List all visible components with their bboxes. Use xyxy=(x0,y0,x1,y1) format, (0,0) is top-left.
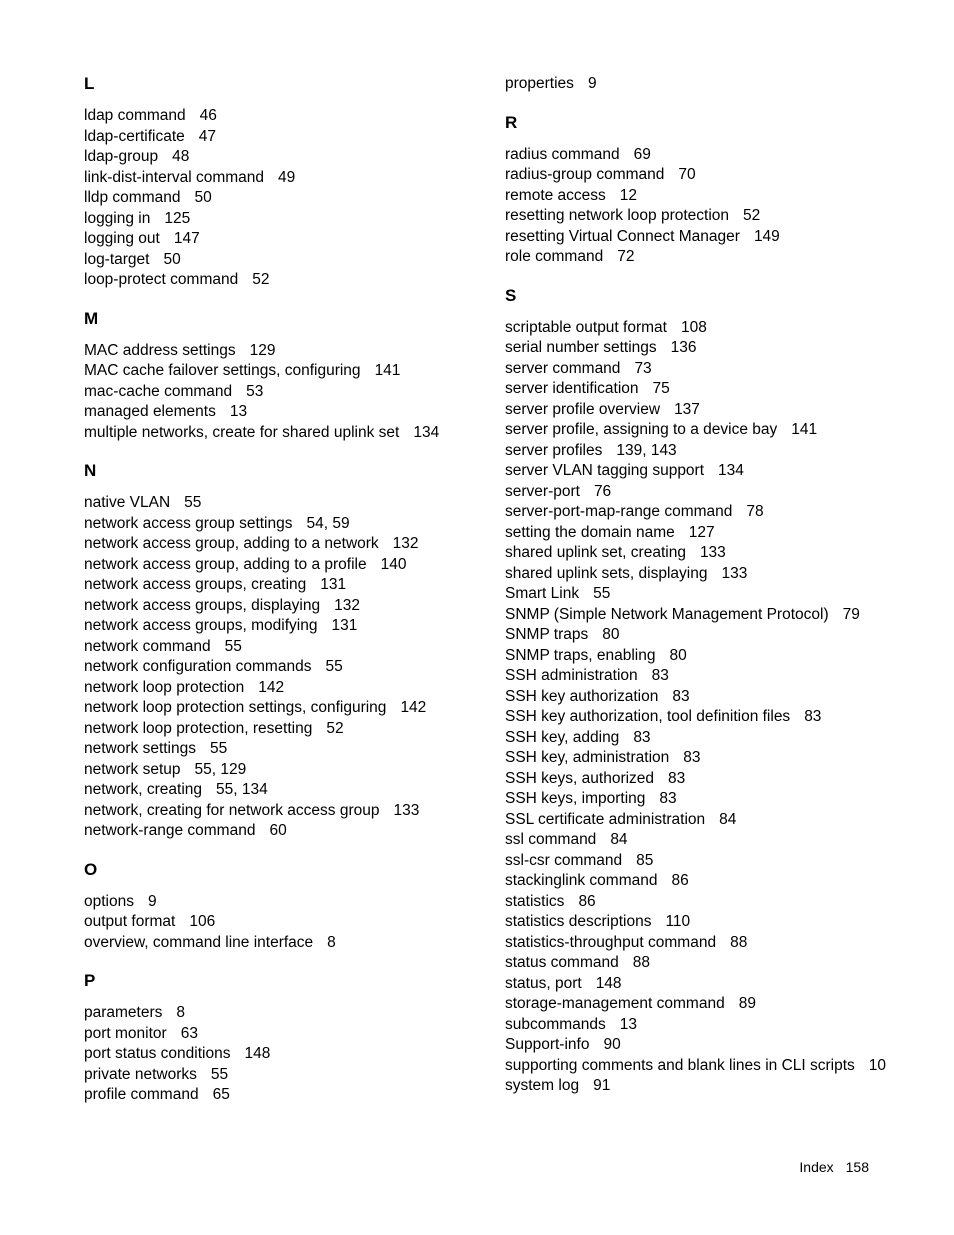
index-entry xyxy=(84,892,484,913)
page-reference: 50 xyxy=(194,189,212,206)
index-term: SSH key, administration xyxy=(505,749,670,766)
index-term: shared uplink sets, displaying xyxy=(505,564,708,582)
page-reference: 55 xyxy=(593,585,611,602)
index-entry xyxy=(84,534,484,555)
index-entry xyxy=(505,1076,905,1097)
index-entry xyxy=(505,564,905,585)
page-reference: 70 xyxy=(678,166,696,183)
index-entry xyxy=(505,707,905,728)
page-reference: 142 xyxy=(400,699,427,716)
index-entry xyxy=(505,461,905,482)
index-term: server command xyxy=(505,359,621,377)
index-term: SSH key authorization xyxy=(505,687,659,705)
index-term: serial number settings xyxy=(505,339,657,356)
index-entry xyxy=(84,127,484,148)
page-reference: 132 xyxy=(334,596,360,614)
index-entry xyxy=(505,830,905,851)
index-term: network, creating xyxy=(84,781,203,798)
index-entry xyxy=(505,994,905,1015)
page-reference: 83 xyxy=(683,749,701,766)
index-entry xyxy=(505,1015,905,1036)
index-term: server-port-map-range command xyxy=(505,503,733,520)
index-term: server profile overview xyxy=(505,400,661,418)
index-term: role command xyxy=(505,248,604,265)
index-term: options xyxy=(84,892,134,910)
page-reference: 69 xyxy=(633,145,651,163)
page-reference: 88 xyxy=(632,954,650,971)
index-term: network loop protection, resetting xyxy=(84,719,313,737)
index-entry xyxy=(505,953,905,974)
section-letter-heading: M xyxy=(84,308,99,328)
index-term: ldap command xyxy=(84,107,186,124)
index-entry xyxy=(505,912,905,933)
page-reference: 55, 129 xyxy=(194,760,247,778)
continued-entries xyxy=(505,74,905,95)
index-entry xyxy=(84,760,484,781)
page-reference: 83 xyxy=(668,769,686,787)
page-reference: 108 xyxy=(680,318,707,336)
page-reference: 125 xyxy=(164,209,191,227)
index-term: SNMP (Simple Network Management Protocol) xyxy=(505,605,829,623)
page-reference: 47 xyxy=(198,127,217,145)
index-entry xyxy=(84,1065,484,1086)
page-reference: 83 xyxy=(651,667,669,684)
index-term: network loop protection settings, configuring xyxy=(84,699,387,716)
index-term: network access groups, modifying xyxy=(84,617,318,634)
index-entry xyxy=(84,575,484,596)
index-term: ldap-certificate xyxy=(84,127,185,145)
index-entry xyxy=(505,1035,905,1056)
page-reference: 91 xyxy=(593,1077,611,1094)
page-reference: 55 xyxy=(224,637,242,655)
page-number: 158 xyxy=(845,1159,869,1175)
page-reference: 48 xyxy=(172,148,190,165)
index-entry xyxy=(505,502,905,523)
page-reference: 63 xyxy=(180,1024,198,1042)
index-entry xyxy=(84,493,484,514)
page-reference: 83 xyxy=(804,708,822,725)
page-reference: 148 xyxy=(595,974,622,992)
index-entry xyxy=(505,441,905,462)
index-term: lldp command xyxy=(84,189,181,206)
page-reference: 55, 134 xyxy=(216,781,268,798)
index-entry xyxy=(84,616,484,637)
page-reference: 9 xyxy=(587,75,597,92)
page-reference: 9 xyxy=(147,892,157,910)
page-reference: 84 xyxy=(719,810,737,828)
section-letter-heading: N xyxy=(84,461,97,480)
index-section xyxy=(84,74,484,291)
index-entry xyxy=(505,871,905,892)
index-entry xyxy=(84,1085,484,1106)
index-term: MAC address settings xyxy=(84,341,236,359)
index-term: resetting Virtual Connect Manager xyxy=(505,227,740,245)
page-reference: 140 xyxy=(380,555,407,573)
index-term: link-dist-interval command xyxy=(84,168,265,186)
page-reference: 131 xyxy=(320,576,347,593)
index-entry xyxy=(505,625,905,646)
index-entry xyxy=(84,168,484,189)
index-term: network access group, adding to a profile xyxy=(84,555,367,573)
index-term: mac-cache command xyxy=(84,382,233,400)
index-term: SSH key authorization, tool definition files xyxy=(505,708,791,725)
page-reference: 90 xyxy=(603,1036,621,1053)
page-reference: 134 xyxy=(413,423,440,441)
index-term: Support-info xyxy=(505,1036,590,1053)
index-entry xyxy=(505,933,905,954)
index-term: network command xyxy=(84,637,211,655)
page-reference: 86 xyxy=(578,892,596,910)
index-entry xyxy=(84,1024,484,1045)
index-term: supporting comments and blank lines in CLI scripts xyxy=(505,1056,855,1074)
page-reference: 55 xyxy=(325,658,343,675)
index-entry xyxy=(505,318,905,339)
index-entry xyxy=(84,361,484,382)
index-section xyxy=(84,971,484,1106)
page-reference: 79 xyxy=(842,605,860,623)
index-term: system log xyxy=(505,1077,580,1094)
index-entry xyxy=(505,974,905,995)
page-reference: 10 xyxy=(868,1056,887,1074)
index-term: statistics-throughput command xyxy=(505,933,717,951)
index-entry xyxy=(84,147,484,168)
index-entry xyxy=(84,637,484,658)
index-entry xyxy=(505,605,905,626)
page-reference: 55 xyxy=(184,494,202,511)
page-reference: 106 xyxy=(189,913,216,930)
index-entry xyxy=(505,145,905,166)
page-reference: 75 xyxy=(652,380,670,397)
page-reference: 149 xyxy=(753,227,780,245)
index-term: network settings xyxy=(84,740,196,757)
index-entry xyxy=(84,188,484,209)
index-section xyxy=(84,309,484,444)
index-term: network-range command xyxy=(84,822,256,839)
index-entry xyxy=(84,780,484,801)
index-term: port status conditions xyxy=(84,1045,231,1062)
index-column-left xyxy=(84,74,484,1124)
page-reference: 129 xyxy=(249,341,276,359)
index-entry xyxy=(84,514,484,535)
index-column-right xyxy=(505,74,905,1115)
index-term: network loop protection xyxy=(84,678,245,696)
index-entry xyxy=(505,584,905,605)
index-entry xyxy=(84,821,484,842)
index-entry xyxy=(84,596,484,617)
index-entry xyxy=(505,666,905,687)
index-entry xyxy=(505,400,905,421)
page-reference: 13 xyxy=(619,1015,638,1033)
page-reference: 136 xyxy=(670,339,697,356)
index-term: SNMP traps, enabling xyxy=(505,646,656,664)
index-term: network access group settings xyxy=(84,514,293,532)
index-entry xyxy=(84,555,484,576)
index-entry xyxy=(505,851,905,872)
index-entry xyxy=(505,379,905,400)
page-reference: 133 xyxy=(393,801,420,819)
index-section xyxy=(84,461,484,842)
index-entry xyxy=(505,789,905,810)
index-term: native VLAN xyxy=(84,494,171,511)
index-term: parameters xyxy=(84,1004,163,1021)
index-entry xyxy=(505,1056,905,1077)
index-term: radius command xyxy=(505,145,620,163)
page-reference: 84 xyxy=(610,831,628,848)
page-reference: 8 xyxy=(176,1004,186,1021)
index-entry xyxy=(505,892,905,913)
index-term: shared uplink set, creating xyxy=(505,544,686,561)
index-term: ssl-csr command xyxy=(505,851,623,869)
page-reference: 55 xyxy=(210,740,228,757)
index-entry xyxy=(84,1044,484,1065)
index-term: SSH administration xyxy=(505,667,638,684)
index-entry xyxy=(84,270,484,291)
page-reference: 83 xyxy=(659,790,677,807)
index-term: status, port xyxy=(505,974,582,992)
section-letter-heading: P xyxy=(84,971,96,990)
index-entry xyxy=(505,482,905,503)
index-term: statistics descriptions xyxy=(505,913,652,930)
index-entry xyxy=(84,341,484,362)
index-term: SSL certificate administration xyxy=(505,810,706,828)
page-reference: 88 xyxy=(730,933,748,951)
index-entry xyxy=(84,250,484,271)
index-entry xyxy=(505,523,905,544)
index-entry xyxy=(505,186,905,207)
page-reference: 89 xyxy=(738,995,756,1012)
index-entry xyxy=(505,74,905,95)
page-reference: 139, 143 xyxy=(616,441,677,459)
page-reference: 147 xyxy=(173,230,200,247)
page-reference: 8 xyxy=(327,933,336,951)
page-reference: 12 xyxy=(619,186,638,204)
index-entry xyxy=(84,801,484,822)
index-term: scriptable output format xyxy=(505,318,667,336)
page-reference: 55 xyxy=(210,1065,229,1083)
page-reference: 137 xyxy=(674,400,700,418)
index-entry xyxy=(84,678,484,699)
index-section xyxy=(84,860,484,954)
index-entry xyxy=(84,106,484,127)
page-reference: 134 xyxy=(718,462,744,479)
index-entry xyxy=(505,646,905,667)
index-term: Smart Link xyxy=(505,585,580,602)
page-reference: 76 xyxy=(593,482,612,500)
page-reference: 110 xyxy=(665,913,691,930)
index-term: managed elements xyxy=(84,403,216,420)
index-entry xyxy=(505,687,905,708)
page-reference: 13 xyxy=(229,403,248,420)
index-section xyxy=(505,113,905,268)
index-entry xyxy=(505,338,905,359)
footer-label: Index xyxy=(799,1159,834,1175)
index-term: multiple networks, create for shared uplink set xyxy=(84,423,400,441)
index-term: stackinglink command xyxy=(505,872,658,889)
page-reference: 127 xyxy=(688,523,715,541)
page-reference: 65 xyxy=(212,1086,230,1103)
index-term: network access groups, creating xyxy=(84,576,307,593)
page-reference: 50 xyxy=(163,250,181,268)
page-reference: 83 xyxy=(633,728,651,746)
page-reference: 54, 59 xyxy=(306,514,350,532)
index-section xyxy=(505,286,905,1097)
page-reference: 46 xyxy=(199,107,217,124)
index-entry xyxy=(84,1003,484,1024)
index-term: resetting network loop protection xyxy=(505,207,730,224)
index-entry xyxy=(84,382,484,403)
index-term: server-port xyxy=(505,482,580,500)
index-term: properties xyxy=(505,75,574,92)
index-term: MAC cache failover settings, configuring xyxy=(84,362,361,379)
index-entry xyxy=(505,359,905,380)
index-entry xyxy=(505,420,905,441)
index-term: SSH keys, authorized xyxy=(505,769,655,787)
index-entry xyxy=(84,698,484,719)
index-term: logging in xyxy=(84,209,151,227)
index-term: status command xyxy=(505,954,619,971)
index-term: radius-group command xyxy=(505,166,665,183)
section-letter-heading: R xyxy=(505,112,518,132)
index-term: server profile, assigning to a device bay xyxy=(505,421,778,438)
page-reference: 148 xyxy=(244,1045,271,1062)
page-reference: 86 xyxy=(671,872,689,889)
page-reference: 141 xyxy=(374,362,401,379)
index-entry xyxy=(84,912,484,933)
page-footer xyxy=(799,1158,869,1176)
index-term: statistics xyxy=(505,892,565,910)
page-reference: 142 xyxy=(258,678,285,696)
index-term: server profiles xyxy=(505,441,603,459)
index-term: network configuration commands xyxy=(84,658,312,675)
page-reference: 132 xyxy=(392,535,419,552)
page-reference: 141 xyxy=(791,421,818,438)
index-entry xyxy=(84,657,484,678)
page-reference: 78 xyxy=(746,503,764,520)
index-term: profile command xyxy=(84,1086,199,1103)
index-entry xyxy=(505,769,905,790)
index-term: output format xyxy=(84,913,176,930)
index-entry xyxy=(505,247,905,268)
index-entry xyxy=(505,543,905,564)
page-reference: 53 xyxy=(246,382,264,400)
index-term: subcommands xyxy=(505,1015,606,1033)
index-term: overview, command line interface xyxy=(84,933,314,951)
page-reference: 133 xyxy=(699,544,726,561)
index-entry xyxy=(505,227,905,248)
section-letter-heading: O xyxy=(84,859,98,879)
index-term: remote access xyxy=(505,186,606,204)
page-reference: 49 xyxy=(278,168,296,186)
page-reference: 60 xyxy=(269,822,287,839)
index-entry xyxy=(84,719,484,740)
page-reference: 80 xyxy=(602,626,620,643)
index-entry xyxy=(84,209,484,230)
page-reference: 73 xyxy=(634,359,652,377)
page-reference: 133 xyxy=(721,564,748,582)
index-term: SSH keys, importing xyxy=(505,790,646,807)
index-term: port monitor xyxy=(84,1024,167,1042)
page-reference: 80 xyxy=(669,646,687,664)
index-entry xyxy=(84,229,484,250)
page-reference: 52 xyxy=(252,271,270,288)
index-term: storage-management command xyxy=(505,995,725,1012)
index-term: log-target xyxy=(84,250,150,268)
section-letter-heading: L xyxy=(84,74,95,93)
index-entry xyxy=(84,739,484,760)
index-entry xyxy=(505,748,905,769)
index-entry xyxy=(505,810,905,831)
index-term: SNMP traps xyxy=(505,626,589,643)
index-term: private networks xyxy=(84,1065,197,1083)
page-reference: 83 xyxy=(672,687,690,705)
page-reference: 131 xyxy=(331,617,358,634)
index-entry xyxy=(505,206,905,227)
index-term: SSH key, adding xyxy=(505,728,620,746)
page-reference: 85 xyxy=(636,851,654,869)
page-reference: 52 xyxy=(326,719,344,737)
index-term: logging out xyxy=(84,230,160,247)
index-term: network setup xyxy=(84,760,181,778)
index-term: network access group, adding to a network xyxy=(84,535,379,552)
index-term: server identification xyxy=(505,380,639,397)
index-term: network, creating for network access group xyxy=(84,801,380,819)
index-entry xyxy=(505,165,905,186)
index-term: network access groups, displaying xyxy=(84,596,321,614)
index-term: loop-protect command xyxy=(84,271,239,288)
index-entry xyxy=(505,728,905,749)
index-term: ssl command xyxy=(505,831,597,848)
index-term: setting the domain name xyxy=(505,523,675,541)
index-entry xyxy=(84,423,484,444)
page-reference: 72 xyxy=(617,248,635,265)
section-letter-heading: S xyxy=(505,285,517,305)
index-term: server VLAN tagging support xyxy=(505,462,705,479)
index-entry xyxy=(84,402,484,423)
index-entry xyxy=(84,933,484,954)
page-reference: 52 xyxy=(743,207,761,224)
index-term: ldap-group xyxy=(84,148,159,165)
